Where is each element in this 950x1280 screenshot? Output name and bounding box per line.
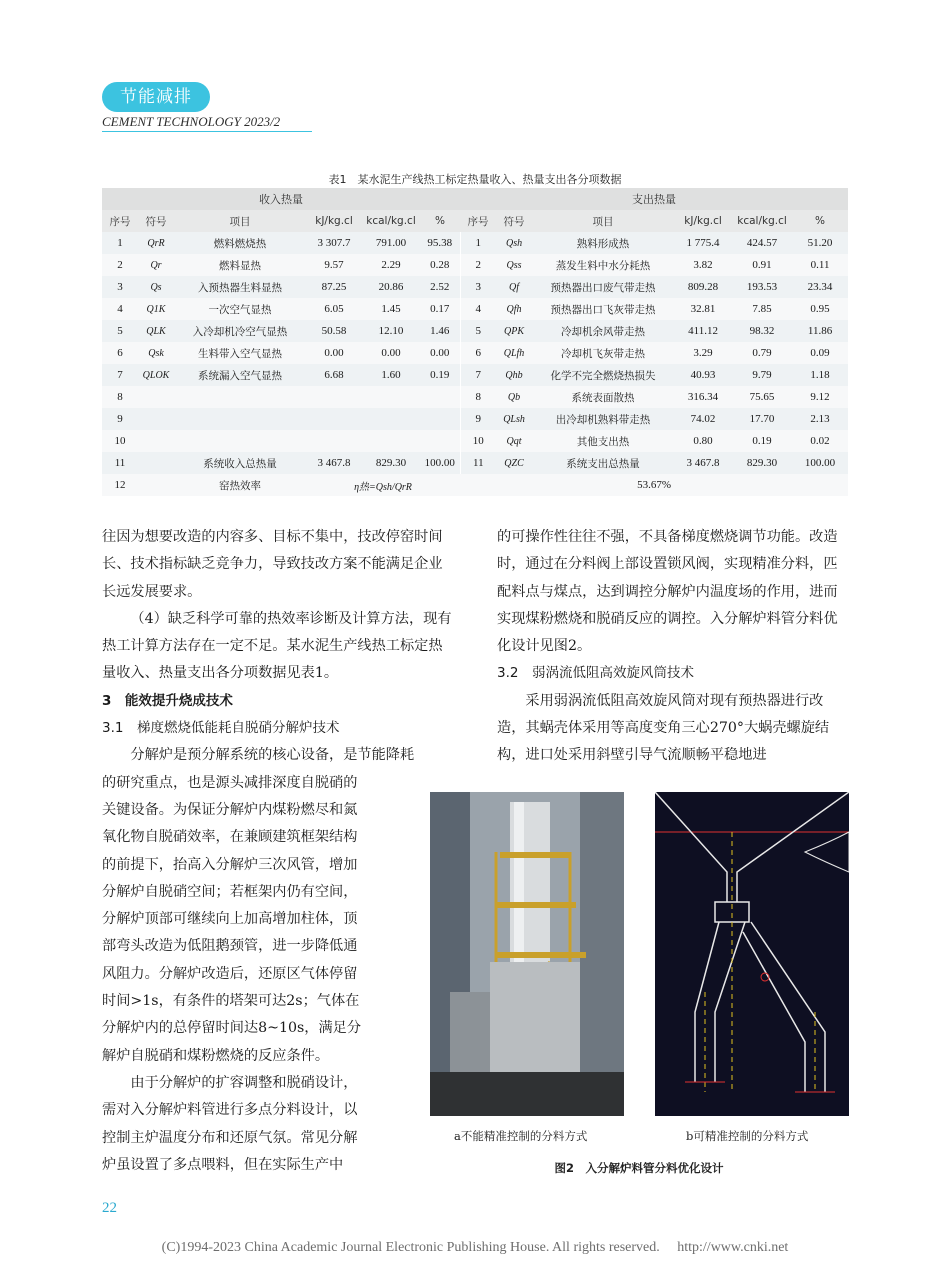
- table-cell: 3.82: [674, 254, 732, 276]
- table-cell: 冷却机飞灰带走热: [532, 342, 674, 364]
- table-cell: 74.02: [674, 408, 732, 430]
- table-cell: Qfh: [496, 298, 532, 320]
- table-cell: 0.00: [306, 342, 362, 364]
- table-cell: 蒸发生料中水分耗热: [532, 254, 674, 276]
- table-cell: 7: [102, 364, 138, 386]
- table-cell: 预热器出口飞灰带走热: [532, 298, 674, 320]
- table-cell: 9: [460, 408, 496, 430]
- body-paragraph: 的研究重点，也是源头减排深度自脱硝的关键设备。为保证分解炉内煤粉燃尽和氮氧化物自脱硝效率，在兼顾建筑框架结构的前提下，抬高入分解炉三次风管，增加分解炉自脱硝空间；若框架内仍有空间，分解炉顶部可继续向上加高增加柱体，顶部弯头改造为低阻鹅颈管，进一步降低通风阻力。分解炉改造后，还原区气体停留时间>1s，有条件的塔架可达2s；气体在分解炉内的总停留时间达8~10s，满足分解炉自脱硝和煤粉燃烧的反应条件。: [102, 774, 362, 1064]
- table-cell: QLK: [138, 320, 174, 342]
- column-header: 项目: [532, 210, 674, 232]
- table-cell: [138, 452, 174, 474]
- copyright-footer: (C)1994-2023 China Academic Journal Electronic Publishing House. All rights reserved. http://www.cnki.net: [161, 1240, 789, 1255]
- column-header: 序号: [460, 210, 496, 232]
- table-cell: 5: [460, 320, 496, 342]
- table-cell: [420, 408, 460, 430]
- column-header: kJ/kg.cl: [674, 210, 732, 232]
- table-cell: Qsh: [496, 232, 532, 254]
- table-cell: 0.91: [732, 254, 792, 276]
- table-cell: 100.00: [792, 452, 848, 474]
- expense-header: 支出热量: [460, 188, 848, 210]
- table-cell: η热=Qsh/QrR: [306, 474, 460, 496]
- table-cell: [138, 386, 174, 408]
- table-cell: 9.57: [306, 254, 362, 276]
- section-heading: 3.2 弱涡流低阻高效旋风筒技术: [497, 665, 694, 682]
- figure-2a-caption: a不能精准控制的分料方式: [454, 1129, 588, 1143]
- table-cell: [174, 386, 306, 408]
- table-cell: 23.34: [792, 276, 848, 298]
- plant-photo-illustration: [430, 792, 624, 1116]
- table-cell: Qf: [496, 276, 532, 298]
- table-cell: 预热器出口废气带走热: [532, 276, 674, 298]
- table-cell: 9.79: [732, 364, 792, 386]
- table-cell: 2.13: [792, 408, 848, 430]
- table-cell: 4: [460, 298, 496, 320]
- table-cell: 316.34: [674, 386, 732, 408]
- table-cell: 入冷却机冷空气显热: [174, 320, 306, 342]
- table-cell: 0.02: [792, 430, 848, 452]
- table-cell: 3 467.8: [674, 452, 732, 474]
- table-cell: 6: [102, 342, 138, 364]
- table-cell: 0.95: [792, 298, 848, 320]
- table-cell: Qhb: [496, 364, 532, 386]
- table-cell: 生料带入空气显热: [174, 342, 306, 364]
- table-cell: 11.86: [792, 320, 848, 342]
- body-paragraph: 分解炉是预分解系统的核心设备，是节能降耗: [130, 747, 415, 764]
- table-cell: Qsk: [138, 342, 174, 364]
- table-cell: QLOK: [138, 364, 174, 386]
- table-cell: 熟料形成热: [532, 232, 674, 254]
- table-cell: 75.65: [732, 386, 792, 408]
- table-cell: 2.29: [362, 254, 420, 276]
- heat-balance-table: [102, 188, 848, 496]
- table-cell: 829.30: [362, 452, 420, 474]
- table-row: [102, 364, 848, 386]
- table-cell: 燃料显热: [174, 254, 306, 276]
- table-cell: Qr: [138, 254, 174, 276]
- table-cell: 9: [102, 408, 138, 430]
- table-cell: 系统表面散热: [532, 386, 674, 408]
- table-cell: 0.79: [732, 342, 792, 364]
- table-cell: 2: [102, 254, 138, 276]
- column-header: 符号: [138, 210, 174, 232]
- table-cell: 4: [102, 298, 138, 320]
- figure-2-caption: 图2 入分解炉料管分料优化设计: [554, 1161, 724, 1175]
- column-header: kcal/kg.cl: [732, 210, 792, 232]
- table-cell: 其他支出热: [532, 430, 674, 452]
- table-cell: [420, 430, 460, 452]
- table-cell: 0.19: [732, 430, 792, 452]
- figure-2b-cad-drawing: [655, 792, 849, 1116]
- table-cell: [362, 408, 420, 430]
- table-row: [102, 430, 848, 452]
- table-cell: 6: [460, 342, 496, 364]
- body-paragraph: 的可操作性往往不强，不具备梯度燃烧调节功能。改造时，通过在分料阀上部设置锁风阀，实现精准分料，匹配料点与煤点，达到调控分解炉内温度场的作用，进而实现煤粉燃烧和脱硝反应的调控。入分解炉料管分料优化设计见图2。: [497, 529, 838, 655]
- table-cell: 3: [102, 276, 138, 298]
- table-cell: 809.28: [674, 276, 732, 298]
- table-cell: 窑热效率: [174, 474, 306, 496]
- journal-title: CEMENT TECHNOLOGY 2023/2: [102, 114, 281, 129]
- column-header: %: [420, 210, 460, 232]
- table-cell: 50.58: [306, 320, 362, 342]
- table-cell: 5: [102, 320, 138, 342]
- table-cell: [362, 430, 420, 452]
- table-cell: 11: [102, 452, 138, 474]
- table-cell: 1.60: [362, 364, 420, 386]
- table-cell: QZC: [496, 452, 532, 474]
- table-row-efficiency: [102, 474, 848, 496]
- table-cell: 11: [460, 452, 496, 474]
- table-cell: 3 467.8: [306, 452, 362, 474]
- table-cell: 8: [460, 386, 496, 408]
- table-cell: 0.09: [792, 342, 848, 364]
- right-column: [497, 524, 849, 770]
- cad-drawing-illustration: [655, 792, 849, 1116]
- table-cell: 12.10: [362, 320, 420, 342]
- table-cell: QLfh: [496, 342, 532, 364]
- table-cell: 7.85: [732, 298, 792, 320]
- body-paragraph: 由于分解炉的扩容调整和脱硝设计，需对入分解炉料管进行多点分料设计，以控制主炉温度分布和还原气氛。常见分解炉虽设置了多点喂料，但在实际生产中: [102, 1074, 358, 1173]
- table-caption: 表1 某水泥生产线热工标定热量收入、热量支出各分项数据: [328, 173, 622, 186]
- figure-2b-caption: b可精准控制的分料方式: [686, 1129, 809, 1143]
- section-badge: 节能减排: [102, 82, 210, 112]
- table-cell: 7: [460, 364, 496, 386]
- table-cell: [174, 430, 306, 452]
- table-cell: 100.00: [420, 452, 460, 474]
- table-cell: 10: [460, 430, 496, 452]
- table-cell: 424.57: [732, 232, 792, 254]
- table-body: [102, 232, 848, 496]
- column-header: kJ/kg.cl: [306, 210, 362, 232]
- table-row: [102, 320, 848, 342]
- table-cell: 0.17: [420, 298, 460, 320]
- table-cell: 1.45: [362, 298, 420, 320]
- table-cell: 829.30: [732, 452, 792, 474]
- table-cell: 3: [460, 276, 496, 298]
- table-cell: 10: [102, 430, 138, 452]
- table-cell: 40.93: [674, 364, 732, 386]
- table-cell: 冷却机余风带走热: [532, 320, 674, 342]
- body-paragraph: 往因为想要改造的内容多、目标不集中，技改停窑时间长、技术指标缺乏竞争力，导致技改方案不能满足企业长远发展要求。: [102, 529, 443, 600]
- table-cell: Qs: [138, 276, 174, 298]
- table-cell: QPK: [496, 320, 532, 342]
- table-cell: 系统漏入空气显热: [174, 364, 306, 386]
- income-header: 收入热量: [102, 188, 460, 210]
- body-paragraph: 采用弱涡流低阻高效旋风筒对现有预热器进行改造，其蜗壳体采用等高度变角三心270°大蜗壳螺旋结构，进口处采用斜壁引导气流顺畅平稳地进: [497, 692, 830, 764]
- column-header: %: [792, 210, 848, 232]
- table-cell: 51.20: [792, 232, 848, 254]
- table-cell: 17.70: [732, 408, 792, 430]
- table-cell: 411.12: [674, 320, 732, 342]
- column-header: 项目: [174, 210, 306, 232]
- table-cell: Qb: [496, 386, 532, 408]
- table-cell: 0.19: [420, 364, 460, 386]
- table-cell: 0.28: [420, 254, 460, 276]
- table-row: [102, 232, 848, 254]
- table-cell: 2.52: [420, 276, 460, 298]
- table-row: [102, 342, 848, 364]
- table-cell: 32.81: [674, 298, 732, 320]
- table-cell: [362, 386, 420, 408]
- table-cell: 燃料燃烧热: [174, 232, 306, 254]
- table-cell: 95.38: [420, 232, 460, 254]
- journal-underline: [102, 131, 312, 132]
- table-cell: 1.18: [792, 364, 848, 386]
- table-row: [102, 452, 848, 474]
- table-cell: [306, 430, 362, 452]
- table-cell: [174, 408, 306, 430]
- table-cell: 9.12: [792, 386, 848, 408]
- table-cell: 一次空气显热: [174, 298, 306, 320]
- table-cell: [306, 386, 362, 408]
- section-heading: 3.1 梯度燃烧低能耗自脱硝分解炉技术: [102, 720, 340, 737]
- table-cell: 出冷却机熟料带走热: [532, 408, 674, 430]
- table-cell: 53.67%: [460, 474, 848, 496]
- table-cell: 8: [102, 386, 138, 408]
- table-cell: 791.00: [362, 232, 420, 254]
- table-cell: 3.29: [674, 342, 732, 364]
- table-cell: [138, 474, 174, 496]
- table-row: [102, 298, 848, 320]
- figure-2a-photo: [430, 792, 624, 1116]
- table-cell: 1.46: [420, 320, 460, 342]
- body-paragraph: （4）缺乏科学可靠的热效率诊断及计算方法，现有热工计算方法存在一定不足。某水泥生产线热工标定热量收入、热量支出各分项数据见表1。: [102, 610, 452, 682]
- table-cell: 3 307.7: [306, 232, 362, 254]
- table-cell: Q1K: [138, 298, 174, 320]
- table-cell: [420, 386, 460, 408]
- table-row: [102, 254, 848, 276]
- table-cell: 1 775.4: [674, 232, 732, 254]
- table-cell: [138, 430, 174, 452]
- table-cell: 87.25: [306, 276, 362, 298]
- table-cell: Qss: [496, 254, 532, 276]
- table-cell: Qqt: [496, 430, 532, 452]
- page-number: 22: [102, 1200, 117, 1216]
- table-cell: 系统支出总热量: [532, 452, 674, 474]
- table-cell: 2: [460, 254, 496, 276]
- table-cell: 入预热器生料显热: [174, 276, 306, 298]
- table-cell: 193.53: [732, 276, 792, 298]
- table-cell: [138, 408, 174, 430]
- table-cell: [306, 408, 362, 430]
- column-header: kcal/kg.cl: [362, 210, 420, 232]
- section-heading: 3 能效提升烧成技术: [102, 692, 233, 709]
- column-header: 序号: [102, 210, 138, 232]
- table-cell: QrR: [138, 232, 174, 254]
- column-header: 符号: [496, 210, 532, 232]
- left-column: [102, 524, 454, 1179]
- table-cell: 98.32: [732, 320, 792, 342]
- table-cell: 20.86: [362, 276, 420, 298]
- table-cell: 1: [102, 232, 138, 254]
- table-row: [102, 408, 848, 430]
- table-cell: 0.80: [674, 430, 732, 452]
- table-cell: 6.68: [306, 364, 362, 386]
- table-cell: 系统收入总热量: [174, 452, 306, 474]
- table-cell: 化学不完全燃烧热损失: [532, 364, 674, 386]
- table-cell: 0.00: [362, 342, 420, 364]
- column-header-row: [102, 210, 848, 232]
- table-cell: 1: [460, 232, 496, 254]
- table-row: [102, 276, 848, 298]
- table-cell: 6.05: [306, 298, 362, 320]
- table-cell: 0.00: [420, 342, 460, 364]
- table-cell: 0.11: [792, 254, 848, 276]
- table-cell: 12: [102, 474, 138, 496]
- table-cell: QLsh: [496, 408, 532, 430]
- table-row: [102, 386, 848, 408]
